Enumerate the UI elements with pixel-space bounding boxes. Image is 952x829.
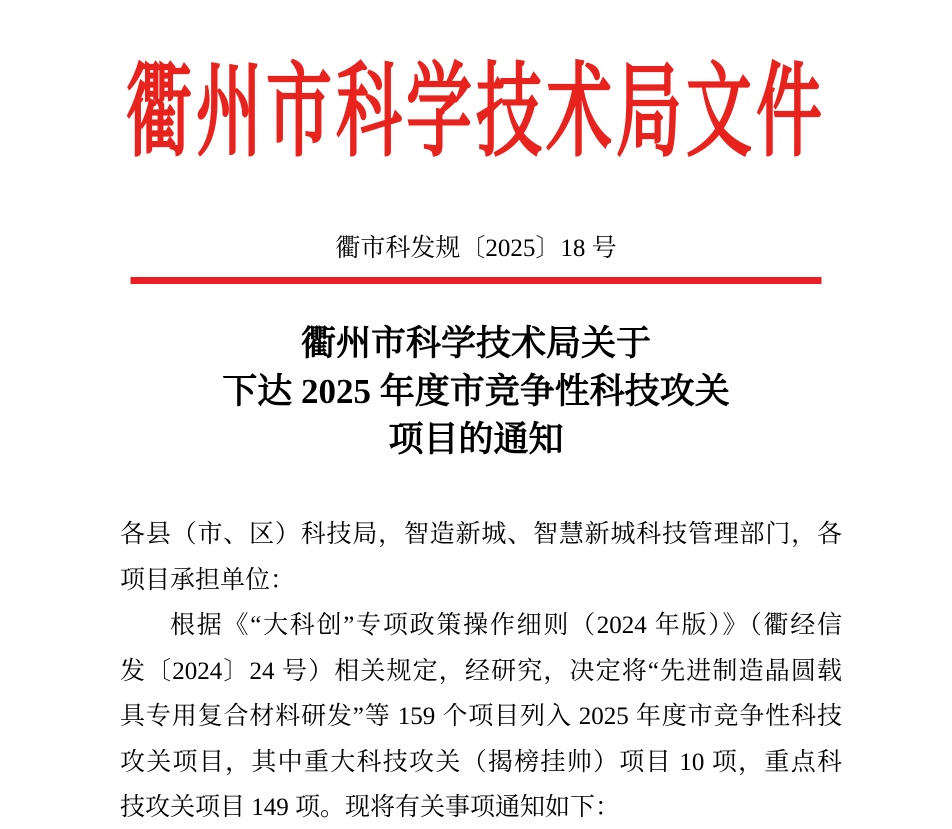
doc-title-line-3: 项目的通知 [388, 420, 564, 459]
body-line-7: 技攻关项目 149 项。现将有关事项通知如下： [120, 794, 621, 821]
body-line-3: 根据《“大科创”专项政策操作细则（2024 年版）》（衢经信 [170, 612, 842, 639]
body-line-1: 各县（市、区）科技局，智造新城、智慧新城科技管理部门，各 [120, 521, 842, 548]
body-line-5: 具专用复合材料研发”等 159 个项目列入 2025 年度市竞争性科技 [120, 703, 842, 730]
body-line-4: 发〔2024〕24 号）相关规定，经研究，决定将“先进制造晶圆载 [120, 657, 842, 685]
red-separator-rule [131, 277, 822, 284]
body-text [120, 512, 842, 829]
body-line-2: 项目承担单位： [120, 566, 296, 594]
body-line-6: 攻关项目，其中重大科技攻关（揭榜挂帅）项目 10 项，重点科 [120, 748, 842, 776]
doc-title-line-1: 衢州市科学技术局关于 [300, 324, 651, 363]
doc-title [0, 320, 952, 464]
agency-title: 衢州市科学技术局文件 [126, 56, 826, 170]
agency-masthead [0, 38, 952, 170]
doc-number: 衢市科发规〔2025〕18 号 [335, 235, 617, 262]
doc-title-line-2: 下达 2025 年度市竞争性科技攻关 [222, 372, 730, 411]
